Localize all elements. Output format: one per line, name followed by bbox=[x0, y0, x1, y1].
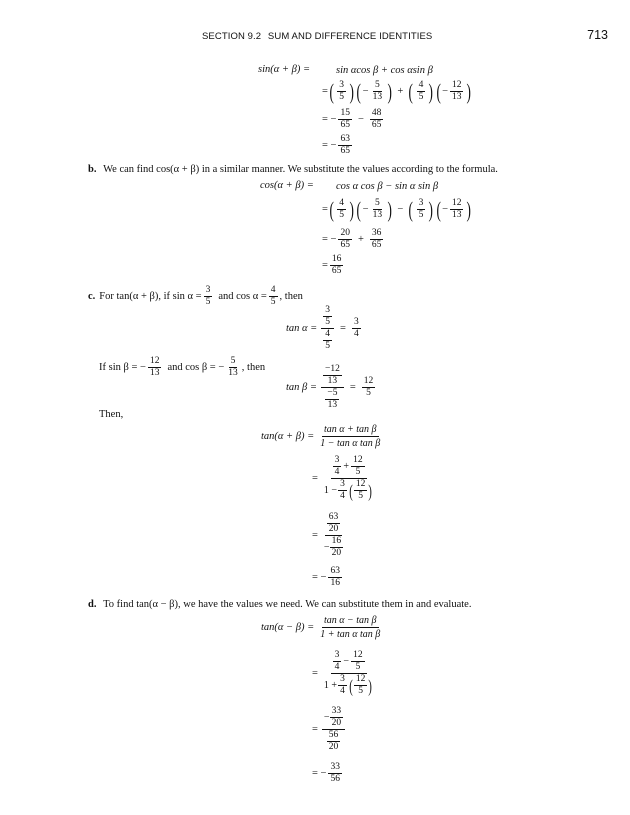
eq-a-lhs: sin(α + β) = bbox=[258, 64, 311, 75]
part-b-intro: b. We can find cos(α + β) in a similar manner. We substitute the values according to the formula. bbox=[88, 164, 498, 175]
eq-b-rhs1: cos α cos β − sin α sin β bbox=[336, 181, 439, 192]
eq-d-line1: tan(α − β) = $\frac{\text{tan α − tan β}}{\text{1 + tan α tan β}}$ bbox=[261, 615, 381, 640]
running-header bbox=[202, 31, 432, 42]
page-number: 713 bbox=[587, 28, 608, 42]
frac: $\frac{3}{4}$ bbox=[353, 317, 359, 339]
eq-tan-beta: tan β = $\frac{\frac{-12}{13}}{\frac{-5}{13}}$ = $\frac{12}{5}$ bbox=[286, 364, 374, 410]
compound-frac: $\frac{\frac{3}{5}}{\frac{4}{5}}$ bbox=[321, 305, 334, 352]
frac: $\frac{12}{13}$ bbox=[451, 198, 462, 220]
frac: $\frac{5}{13}$ bbox=[372, 198, 383, 220]
frac: $\frac{20}{65}$ bbox=[340, 228, 350, 250]
eq-b-line2: = ( 4 5 ) ( − $\frac{5}{13}$ ) − ( 3 5 ) ( − $\frac{12}{13}$ ) bbox=[322, 196, 472, 222]
eq-d-line2: = 3 4 − $\frac{12}{5}$ 1 + $\frac{3}{4}$ ( 12 5 ) bbox=[312, 650, 377, 697]
frac: $\frac{15}{65}$ bbox=[340, 108, 350, 130]
frac: $\frac{5}{13}$ bbox=[228, 356, 238, 378]
compound-frac: $\frac{63}{20}$ − $\frac{16}{20}$ bbox=[323, 512, 342, 558]
frac: $\frac{4}{5}$ bbox=[270, 285, 276, 307]
eq-d-line3: = − $\frac{33}{20}$ $\frac{56}{20}$ bbox=[312, 706, 347, 753]
part-d-intro: d. To find tan(α − β), we have the values we need. We can substitute them in and evaluate. bbox=[88, 599, 472, 610]
frac: 48 65 bbox=[371, 108, 382, 130]
frac: $\frac{63}{65}$ bbox=[340, 134, 350, 156]
frac: 3 5 bbox=[418, 198, 424, 220]
then-label: Then, bbox=[99, 409, 124, 420]
eq-tan-alpha: tan α = $\frac{\frac{3}{5}}{\frac{4}{5}}$ = $\frac{3}{4}$ bbox=[286, 305, 359, 351]
section-label: SECTION 9.2 bbox=[202, 31, 262, 42]
eq-c-line1: tan(α + β) = $\frac{\text{tan α + tan β}}{\text{1 − tan α tan β}}$ bbox=[261, 424, 381, 449]
frac: $\frac{3}{5}$ bbox=[205, 285, 211, 307]
frac: $\frac{63}{16}$ bbox=[330, 566, 340, 588]
frac: $\frac{33}{56}$ bbox=[330, 762, 340, 784]
eq-d-line4: = − $\frac{33}{56}$ bbox=[312, 762, 340, 784]
eq-b-line4: = $\frac{16}{65}$ bbox=[322, 254, 342, 276]
frac: 36 65 bbox=[371, 228, 382, 250]
frac: $\frac{\text{tan α + tan β}}{\text{1 − tan α tan β}}$ bbox=[320, 424, 381, 449]
compound-frac: 3 4 + $\frac{12}{5}$ 1 − $\frac{3}{4}$ ( 12 5 ) bbox=[323, 455, 373, 501]
eq-b-line3: = − $\frac{20}{65}$ + 36 65 bbox=[322, 228, 382, 250]
frac: $\frac{12}{5}$ bbox=[363, 376, 374, 398]
frac: $\frac{5}{13}$ bbox=[372, 80, 383, 102]
compound-frac: − $\frac{33}{20}$ $\frac{56}{20}$ bbox=[322, 706, 345, 753]
eq-c-line4: = − $\frac{63}{16}$ bbox=[312, 566, 340, 588]
frac: 3 5 bbox=[339, 80, 344, 102]
frac: $\frac{12}{13}$ bbox=[451, 80, 462, 102]
eq-c-line3: = $\frac{63}{20}$ − $\frac{16}{20}$ bbox=[312, 512, 347, 559]
eq-a-rhs1: sin αcos β + cos αsin β bbox=[336, 65, 433, 76]
eq-b-lhs: cos(α + β) = bbox=[260, 180, 314, 191]
part-c-if-line: If sin β = − $\frac{12}{13}$ and cos β = − $\frac{5}{13}$ , then bbox=[99, 356, 266, 378]
eq-c-line2: = 3 4 + $\frac{12}{5}$ 1 − $\frac{3}{4}$ ( 12 5 ) bbox=[312, 455, 377, 502]
frac: $\frac{\text{tan α − tan β}}{\text{1 + tan α tan β}}$ bbox=[320, 615, 381, 640]
part-c-intro: c. For tan(α + β), if sin α = $\frac{3}{5}$ and cos α = $\frac{4}{5}$ , then bbox=[88, 285, 303, 307]
frac: $\frac{12}{13}$ bbox=[149, 356, 160, 378]
frac: 4 5 bbox=[339, 198, 344, 220]
frac: 4 5 bbox=[418, 80, 424, 102]
compound-frac: 3 4 − $\frac{12}{5}$ 1 + $\frac{3}{4}$ ( 12 5 ) bbox=[323, 650, 373, 696]
eq-a-line4: = − $\frac{63}{65}$ bbox=[322, 134, 350, 156]
eq-a-line2: = ( 3 5 ) ( − $\frac{5}{13}$ ) + ( 4 5 ) ( − $\frac{12}{13}$ ) bbox=[322, 78, 472, 104]
section-title: SUM AND DIFFERENCE IDENTITIES bbox=[267, 31, 433, 42]
frac: $\frac{16}{65}$ bbox=[331, 254, 342, 276]
eq-a-line3: = − $\frac{15}{65}$ − 48 65 bbox=[322, 108, 382, 130]
compound-frac: $\frac{\frac{-12}{13}}{\frac{-5}{13}}$ bbox=[321, 364, 344, 411]
